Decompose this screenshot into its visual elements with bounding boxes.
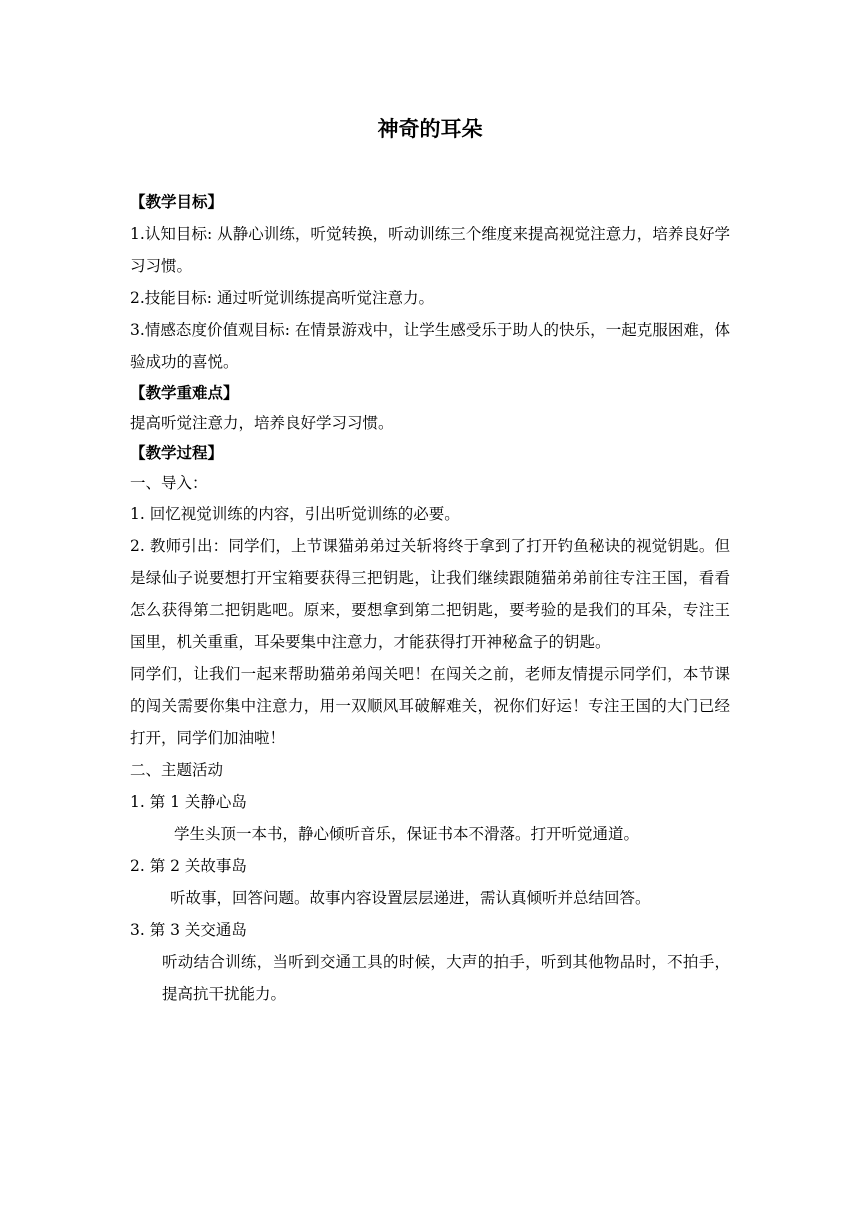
- section-heading-process: 【教学过程】: [130, 444, 224, 462]
- goal-item-skill: 2.技能目标: 通过听觉训练提高听觉注意力。: [130, 289, 434, 307]
- activity-title-1: 1. 第 1 关静心岛: [130, 793, 247, 811]
- activity-desc-2: 听故事，回答问题。故事内容设置层层递进，需认真倾听并总结回答。: [170, 889, 651, 907]
- activity-title-2: 2. 第 2 关故事岛: [130, 857, 247, 875]
- document-body: [130, 186, 730, 1010]
- activity-desc-1: 学生头顶一本书，静心倾听音乐，保证书本不滑落。打开听觉通道。: [174, 825, 640, 843]
- process-part1-title: 一、导入：: [130, 474, 208, 492]
- section-heading-key-points: 【教学重难点】: [130, 384, 239, 402]
- goal-item-emotion: 3.情感态度价值观目标: 在情景游戏中，让学生感受乐于助人的快乐，一起克服困难，体验成功的喜悦。: [130, 321, 730, 371]
- key-points-text: 提高听觉注意力，培养良好学习习惯。: [130, 414, 394, 432]
- process-part1-item-1: 1. 回忆视觉训练的内容，引出听觉训练的必要。: [130, 505, 460, 523]
- process-part1-item-2: 2. 教师引出：同学们，上节课猫弟弟过关斩将终于拿到了打开钓鱼秘诀的视觉钥匙。但是绿仙子说要想打开宝箱要获得三把钥匙，让我们继续跟随猫弟弟前往专注王国，看看怎么获得第二把钥匙吧。原来，要想拿到第二把钥匙，要考验的是我们的耳朵，专注王国里，机关重重，耳朵要集中注意力，才能获得打开神秘盒子的钥匙。: [130, 537, 730, 651]
- process-part2-title: 二、主题活动: [130, 761, 224, 779]
- document-title: 神奇的耳朵: [377, 117, 483, 141]
- activity-title-3: 3. 第 3 关交通岛: [130, 921, 247, 939]
- section-heading-goals: 【教学目标】: [130, 193, 224, 211]
- process-part1-item-3: 同学们，让我们一起来帮助猫弟弟闯关吧！在闯关之前，老师友情提示同学们，本节课的闯关需要你集中注意力，用一双顺风耳破解难关，祝你们好运！专注王国的大门已经打开，同学们加油啦！: [130, 665, 730, 747]
- activity-desc-3: 听动结合训练，当听到交通工具的时候，大声的拍手，听到其他物品时，不拍手，提高抗干扰能力。: [162, 953, 730, 1003]
- goal-item-cognitive: 1.认知目标: 从静心训练，听觉转换，听动训练三个维度来提高视觉注意力，培养良好学习习惯。: [130, 225, 730, 275]
